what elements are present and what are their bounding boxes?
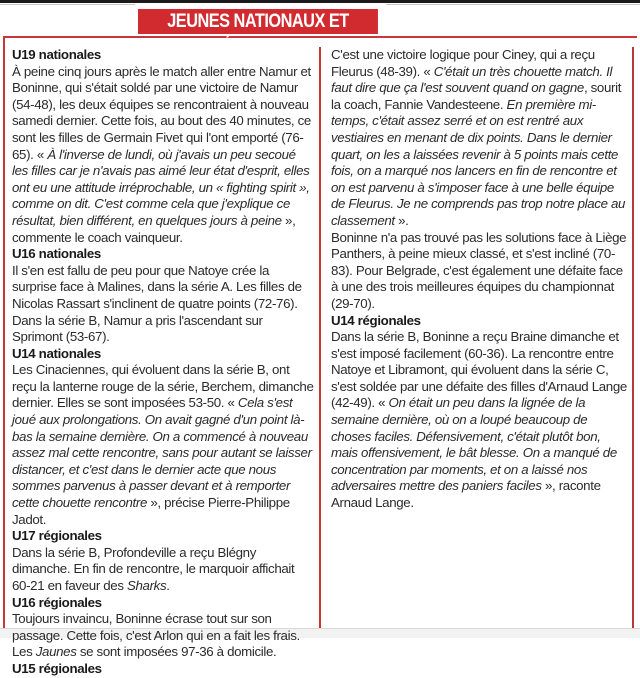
frame-right-border [632,47,634,629]
right-column [331,47,627,512]
text: Toujours invaincu, Boninne écrase tout sur son passage. Cette fois, c'est Arlon qui en a fait les frais. Les [12,611,300,660]
paragraph [12,611,314,661]
section-heading: U17 régionales [12,528,102,544]
top-rule [0,0,640,3]
text: C'est une victoire logique pour Ciney, qui a reçu Fleurus (48-39). « [331,47,595,79]
section-heading: U16 régionales [12,594,102,610]
section-heading: U14 régionales [331,312,421,328]
quote: En première mi-temps, c'était assez serré et on est rentré aux vestiaires en menant de dix points. Dans le dernier quart, on les a laissées revenir à 5 points mais cette fois, on a marqué nos lancers en fin de rencontre et on est parvenu à s'imposer face à une belle équipe de Fleurus. Je ne comprends pas trop notre place au classement [331,96,626,228]
text: À peine cinq jours après le match aller entre Namur et Boninne, qui s'était soldé par une victoire de Namur (54-48), les deux équipes se rencontraient à nouveau samedi dernier. Cette fois, au bout des 40 minutes, ce sont les filles de Germain Fivet qui l'ont emporté (76-65). « [12,63,311,162]
text: . [166,578,170,593]
section-heading: U14 nationales [12,345,101,361]
section-heading: U19 nationales [12,47,101,62]
text: , sourit la coach, Fannie Vandesteene. [331,80,622,112]
paragraph [12,545,314,595]
paragraph: Dans la série B, Namur a pris l'ascendant sur Sprimont (53-67). [12,312,263,345]
paragraph: Boninne n'a pas trouvé pas les solutions face à Liège Panthers, à peine mieux classé, et s'est incliné (70-83). Pour Belgrade, c'est également une défaite face à une des trois meilleures équipes du championnat (29-70). [331,229,627,311]
text: », précise Pierre-Philippe Jadot. [12,495,290,527]
text: », commente le coach vainqueur. [12,212,296,245]
quote: À l'inverse de lundi, où j'avais un peu secoué les filles car je n'avais pas aimé leur état d'esprit, elles ont eu une attitude irréprochable, un « fighting spirit », comme on dit. C'est comme cela que j'explique ce résultat, bien différent, en quelques jours à peine [12,146,310,228]
section-heading: U15 régionales [12,660,102,676]
text: », raconte Arnaud Lange. [331,478,601,511]
text: se sont imposées 97-36 à domicile. [76,644,277,660]
text: Dans la série B, Profondeville a reçu Blégny dimanche. En fin de rencontre, le marquoir affichait 60-21 en faveur des [12,544,295,593]
text: Les Cinaciennes, qui évoluent dans la série B, ont reçu la lanterne rouge de la série, Berchem, dimanche dernier. Elles se sont imposées 53-50. « [12,362,314,411]
divider [0,4,135,5]
paragraph: Il s'en est fallu de peu pour que Natoye crée la surprise face à Malines, dans la série A. Les filles de Nicolas Rassart s'inclinent de quatre points (72-76). [12,262,302,311]
quote: C'était un très chouette match. Il faut dire que ça l'est souvent quand on gagne [331,63,613,96]
paragraph [12,362,314,528]
quote: On était un peu dans la lignée de la semaine dernière, où on a loupé beaucoup de choses faciles. Défensivement, c'était plutôt bon, mais offensivement, le bât blesse. On a manqué de concentration par moments, et on a laissé nos adversaires mettre des paniers faciles [331,395,617,494]
paragraph [331,329,627,512]
section-heading: U16 nationales [12,246,101,262]
section-banner: JEUNES NATIONAUX ET RÉGIONAUX [138,9,378,34]
text: Dans la série B, Boninne a reçu Braine dimanche et s'est imposé facilement (60-36). La rencontre entre Natoye et Libramont, qui évoluent dans la série C, s'est soldée par une défaite des filles d'Arnaud Lange (42-49). « [331,329,627,411]
text: ». [394,212,409,228]
divider [386,4,640,5]
quote: Cela s'est joué aux prolongations. On avait gagné d'un point là-bas la semaine dernière. On a commencé à nouveau assez mal cette rencontre, sans pour autant se laisser distancer, et c'est dans le dernier acte que nous sommes parvenus à passer devant et à remporter cette chouette rencontre [12,395,312,511]
paragraph [331,47,627,230]
emphasis: Sharks [126,578,167,593]
left-column [12,47,314,678]
column-divider [319,47,321,629]
emphasis: Jaunes [35,644,77,660]
paragraph [12,64,314,247]
